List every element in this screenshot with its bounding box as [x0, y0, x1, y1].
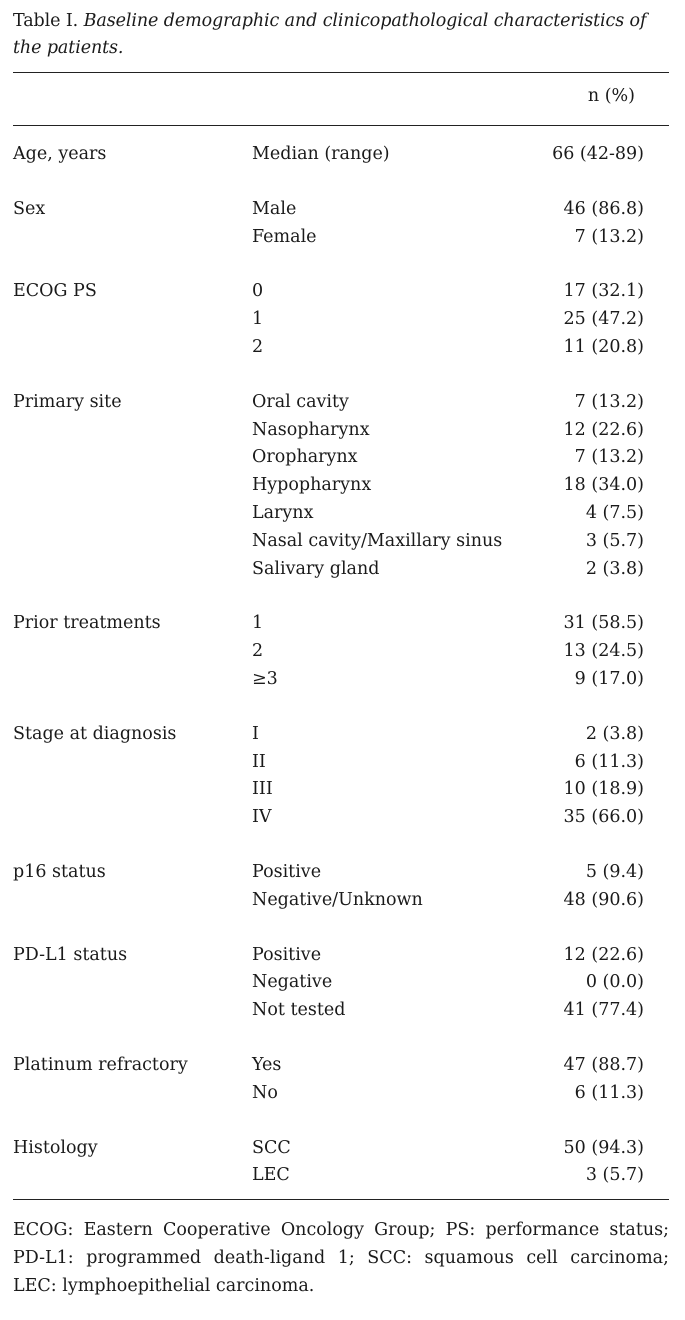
group-label: Prior treatments	[13, 613, 161, 634]
group-label: Stage at diagnosis	[13, 723, 177, 744]
table-document	[13, 0, 669, 1300]
value-cell: 5 (9.4)	[585, 861, 644, 882]
category-cell: Negative/Unknown	[252, 889, 423, 910]
table-row	[13, 1135, 669, 1163]
category-cell: Nasal cavity/Maxillary sinus	[252, 530, 503, 551]
category-cell: Oral cavity	[252, 391, 349, 412]
value-cell: 7 (13.2)	[574, 447, 644, 468]
value-cell: 7 (13.2)	[574, 391, 644, 412]
category-cell: SCC	[252, 1137, 291, 1158]
table-header-row	[13, 73, 669, 125]
group-label: p16 status	[13, 861, 106, 882]
table-group	[13, 610, 669, 693]
category-cell: ≥3	[252, 668, 278, 689]
table-group	[13, 1052, 669, 1108]
table-caption	[13, 8, 669, 62]
value-cell: 2 (3.8)	[585, 558, 644, 579]
table-body	[13, 126, 669, 1199]
value-cell: 66 (42-89)	[552, 144, 644, 164]
value-cell: 10 (18.9)	[563, 779, 644, 800]
table-row	[13, 306, 669, 334]
column-header-n-percent: n (%)	[587, 86, 635, 106]
table-row	[13, 1080, 669, 1108]
value-cell: 47 (88.7)	[563, 1054, 644, 1075]
group-label: ECOG PS	[13, 281, 97, 302]
table-group	[13, 859, 669, 915]
table-row	[13, 997, 669, 1025]
group-label: PD-L1 status	[13, 944, 128, 965]
category-cell: Oropharynx	[252, 447, 358, 468]
group-label: Age, years	[13, 144, 107, 164]
category-cell: IV	[252, 807, 272, 828]
category-cell: Not tested	[252, 1000, 346, 1021]
table-row	[13, 334, 669, 362]
table-group	[13, 278, 669, 361]
table-row	[13, 638, 669, 666]
value-cell: 12 (22.6)	[563, 944, 644, 965]
table-row	[13, 500, 669, 528]
group-label: Primary site	[13, 391, 122, 412]
table-group	[13, 721, 669, 832]
value-cell: 6 (11.3)	[574, 1082, 644, 1103]
table-row	[13, 610, 669, 638]
value-cell: 9 (17.0)	[574, 668, 644, 689]
table-group	[13, 141, 669, 169]
value-cell: 11 (20.8)	[563, 336, 644, 357]
value-cell: 7 (13.2)	[574, 226, 644, 247]
value-cell: 17 (32.1)	[563, 281, 644, 302]
category-cell: Yes	[252, 1054, 282, 1075]
table-row	[13, 859, 669, 887]
bottom-rule	[13, 1199, 669, 1200]
category-cell: No	[252, 1082, 278, 1103]
caption-label: Table I.	[13, 11, 79, 31]
table-group	[13, 389, 669, 584]
value-cell: 3 (5.7)	[585, 530, 644, 551]
table-row	[13, 528, 669, 556]
table-row	[13, 472, 669, 500]
value-cell: 13 (24.5)	[563, 641, 644, 662]
table-row	[13, 969, 669, 997]
value-cell: 35 (66.0)	[563, 807, 644, 828]
category-cell: II	[252, 751, 266, 772]
category-cell: III	[252, 779, 273, 800]
value-cell: 6 (11.3)	[574, 751, 644, 772]
table-row	[13, 666, 669, 694]
category-cell: Positive	[252, 861, 322, 882]
category-cell: Nasopharynx	[252, 419, 370, 440]
table-group	[13, 196, 669, 252]
caption-title: Baseline demographic and clinicopathological characteristics of the patients.	[13, 11, 647, 58]
table-row	[13, 942, 669, 970]
value-cell: 31 (58.5)	[563, 613, 644, 634]
value-cell: 46 (86.8)	[563, 198, 644, 219]
table-row	[13, 1162, 669, 1190]
category-cell: LEC	[252, 1165, 290, 1186]
category-cell: 1	[252, 309, 264, 330]
value-cell: 18 (34.0)	[563, 475, 644, 496]
table-row	[13, 556, 669, 584]
table-row	[13, 804, 669, 832]
category-cell: Median (range)	[252, 144, 390, 164]
category-cell: 1	[252, 613, 264, 634]
value-cell: 50 (94.3)	[563, 1137, 644, 1158]
category-cell: Negative	[252, 972, 333, 993]
category-cell: Salivary gland	[252, 558, 380, 579]
value-cell: 2 (3.8)	[585, 723, 644, 744]
category-cell: Male	[252, 198, 297, 219]
table-row	[13, 141, 669, 169]
table-group	[13, 942, 669, 1025]
category-cell: Larynx	[252, 502, 314, 523]
table-row	[13, 278, 669, 306]
table-row	[13, 389, 669, 417]
table-row	[13, 776, 669, 804]
category-cell: 2	[252, 336, 264, 357]
value-cell: 3 (5.7)	[585, 1165, 644, 1186]
category-cell: 2	[252, 641, 264, 662]
table-row	[13, 749, 669, 777]
group-label: Histology	[13, 1137, 98, 1158]
value-cell: 41 (77.4)	[563, 1000, 644, 1021]
group-label: Platinum refractory	[13, 1054, 188, 1075]
group-label: Sex	[13, 198, 46, 219]
value-cell: 0 (0.0)	[585, 972, 644, 993]
table-row	[13, 444, 669, 472]
table-row	[13, 417, 669, 445]
category-cell: Positive	[252, 944, 322, 965]
value-cell: 4 (7.5)	[585, 502, 644, 523]
category-cell: Female	[252, 226, 317, 247]
value-cell: 25 (47.2)	[563, 309, 644, 330]
table-row	[13, 887, 669, 915]
table-group	[13, 1135, 669, 1191]
category-cell: I	[252, 723, 259, 744]
category-cell: 0	[252, 281, 264, 302]
table-row	[13, 1052, 669, 1080]
table-footnote: ECOG: Eastern Cooperative Oncology Group; PS: performance status; PD-L1: programmed death-ligand 1; SCC: squamous cell carcinoma; LEC: lymphoepithelial carcinoma.	[13, 1220, 669, 1297]
table-row	[13, 196, 669, 224]
table-row	[13, 224, 669, 252]
value-cell: 48 (90.6)	[563, 889, 644, 910]
value-cell: 12 (22.6)	[563, 419, 644, 440]
category-cell: Hypopharynx	[252, 475, 372, 496]
table-row	[13, 721, 669, 749]
